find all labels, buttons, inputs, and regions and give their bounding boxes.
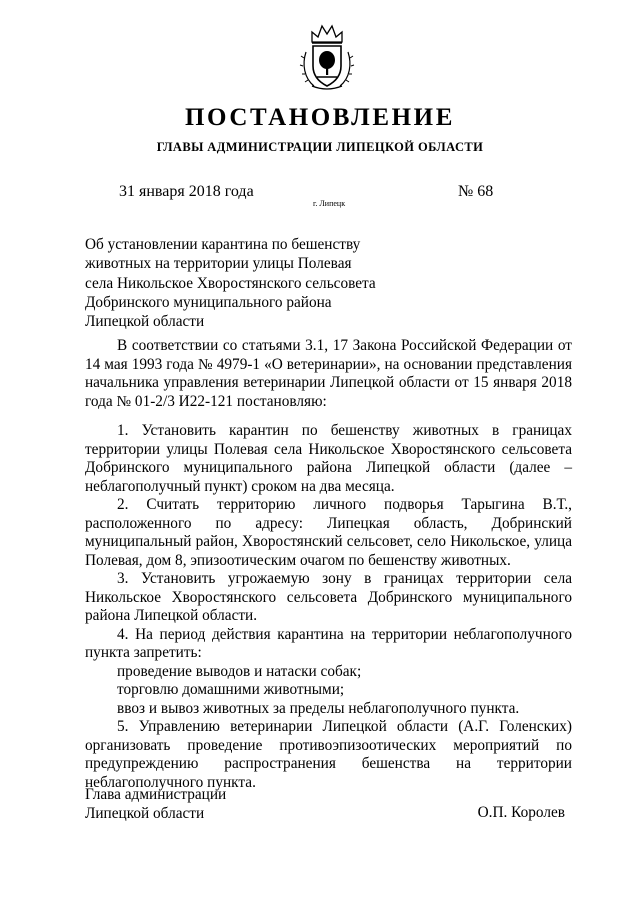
signatory-position-line: Липецкой области xyxy=(85,805,205,822)
signatory-position-line: Глава администрации xyxy=(85,786,227,803)
clause-4: 4. На период действия карантина на территории неблагополучного пункта запретить: xyxy=(85,625,572,661)
subject-line: села Никольское Хворостянского сельсовета xyxy=(85,274,376,292)
document-subject xyxy=(85,235,376,331)
lipetsk-coat-of-arms-icon xyxy=(298,22,356,92)
clause-4-item: ввоз и вывоз животных за пределы неблагополучного пункта. xyxy=(117,699,520,717)
document-date: 31 января 2018 года xyxy=(119,183,254,200)
clause-4-item: торговлю домашними животными; xyxy=(117,681,345,698)
document-body xyxy=(85,337,572,792)
subject-line: Об установлении карантина по бешенству xyxy=(85,236,361,253)
document-issuer: ГЛАВЫ АДМИНИСТРАЦИИ ЛИПЕЦКОЙ ОБЛАСТИ xyxy=(156,140,484,154)
document-place: г. Липецк xyxy=(313,199,346,208)
clause-5: 5. Управлению ветеринарии Липецкой области (А.Г. Голенских) организовать проведение противоэпизоотических мероприятий по предупреждению распространения бешенства на территории неблагополучного пункта. xyxy=(85,718,572,791)
document-number: № 68 xyxy=(458,183,494,200)
signatory-name: О.П. Королев xyxy=(477,804,565,821)
preamble-paragraph: В соответствии со статьями 3.1, 17 Закона Российской Федерации от 14 мая 1993 года № 4979-1 «О ветеринарии», на основании представления начальника управления ветеринарии Липецкой области от 15 января 2018 года № 01-2/3 И22-121 постановляю: xyxy=(85,337,572,410)
clause-1: 1. Установить карантин по бешенству животных в границах территории улицы Полевая села Никольское Хворостянского сельсовета Добринского муниципального района Липецкой области (далее – неблагополучный пункт) сроком на два месяца. xyxy=(85,422,572,495)
clause-4-item: проведение выводов и натаски собак; xyxy=(117,662,362,680)
subject-line: Липецкой области xyxy=(85,313,205,331)
signatory-position xyxy=(85,785,226,823)
clause-2: 2. Считать территорию личного подворья Тарыгина В.Т., расположенного по адресу: Липецкая область, Добринский муниципальный район, Хворостянский сельсовет, село Никольское, улица Полевая, дом 8, эпизоотическим очагом по бешенству животных. xyxy=(85,496,572,569)
clause-3: 3. Установить угрожаемую зону в границах территории села Никольское Хворостянского сельсовета Добринского муниципального района Липецкой области. xyxy=(85,570,572,624)
subject-line: животных на территории улицы Полевая xyxy=(85,255,352,273)
subject-line: Добринского муниципального района xyxy=(85,293,332,311)
document-title: ПОСТАНОВЛЕНИЕ xyxy=(184,104,456,131)
